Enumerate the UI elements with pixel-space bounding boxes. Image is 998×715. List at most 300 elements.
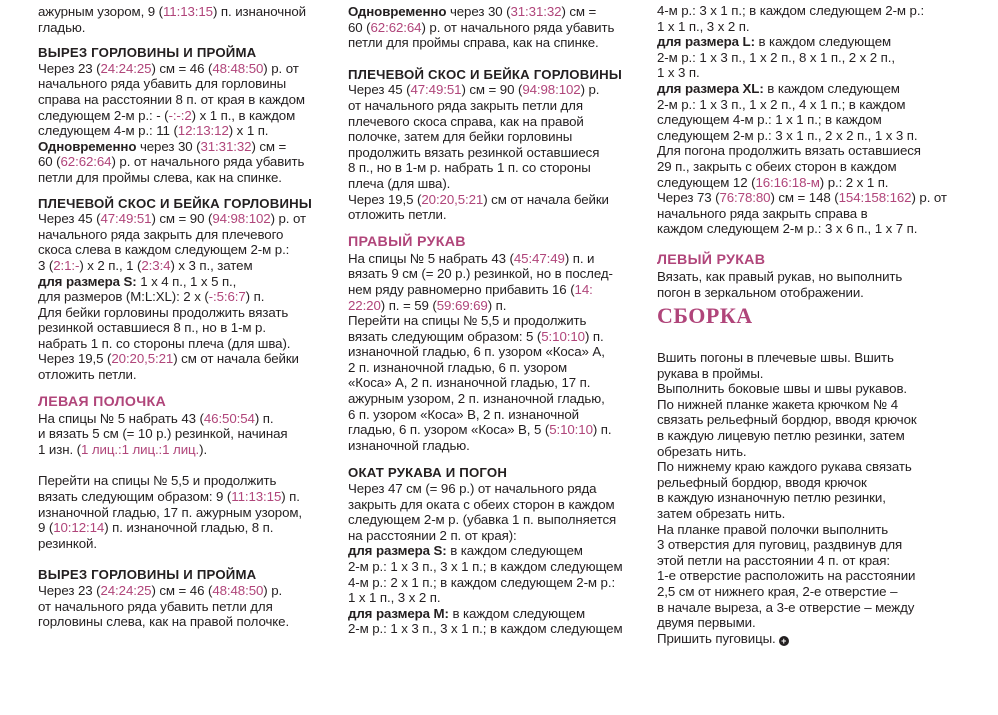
text-line [38,4,334,20]
spacer [38,383,334,395]
text-run: ) см = 148 ( [770,190,839,206]
spacer [38,457,334,473]
text-run: 60 ( [348,19,371,35]
text-run: в каждом следующем [754,34,892,50]
text-line [657,506,957,522]
size-values: 47:49:51 [100,211,152,227]
section-heading: ПЛЕЧЕВОЙ СКОС И БЕЙКА ГОРЛОВИНЫ [348,66,623,82]
section-heading: ПЛЕЧЕВОЙ СКОС И БЕЙКА ГОРЛОВИНЫ [38,195,313,211]
text-run: Через 23 ( [38,583,101,598]
text-run: 1-е отверстие расположить на расстоянии [657,568,916,584]
text-line [38,367,334,383]
text-run: следующем 4-м р.: 1 х 1 п.; в каждом [657,112,882,128]
bold-term: для размера M: [348,605,449,621]
text-run: ) см = 90 ( [151,211,213,227]
size-values: 16:16:18-м [755,174,820,190]
text-run: 60 ( [38,154,61,170]
text-run: ) х 3 п., затем [170,257,253,273]
text-run: от начального ряда закрыть петли для [348,97,583,113]
text-line [348,129,644,145]
text-run: Пришить пуговицы. [657,630,776,646]
text-run: 2-м р.: 1 х 3 п., 1 х 2 п., 8 х 1 п., 2 х 2 п., [657,49,895,65]
text-run: ажурным узором, 9 ( [38,4,163,19]
text-run: Через 45 ( [348,82,411,98]
text-run: вязать следующим образом: 5 ( [348,328,542,344]
text-line [348,497,644,513]
text-run: погон в зеркальном отображении. [657,284,864,300]
text-run: обрезать нить. [657,443,747,459]
size-values: -:5:6:7 [208,289,246,305]
text-line [657,221,957,237]
text-run: через 30 ( [446,4,511,19]
text-run: Через 19,5 ( [38,351,112,367]
size-values: 59:69:69 [436,297,488,313]
text-line [38,139,334,155]
size-values: -:-:2 [168,107,192,123]
text-run: ) п. = 59 ( [380,297,437,313]
text-line [657,350,957,366]
text-run: ) р. от [911,190,947,206]
text-run: ) р. от [270,211,306,227]
text-run: ) п. [254,410,274,426]
text-run: На спицы № 5 набрать 43 ( [38,410,204,426]
text-run: плеча (для шва). [348,175,451,191]
text-run: 2-м р.: 1 х 3 п., 3 х 1 п.; в каждом следующем [348,621,623,637]
text-line [348,559,644,575]
text-run: для размеров (M:L:XL): 2 х ( [38,289,209,305]
text-run: 6 п. узором «Коса» В, 2 п. изнаночной [348,406,580,422]
text-run: Через 73 ( [657,190,720,206]
text-run: ) х 2 п., 1 ( [79,257,142,273]
text-run: изнаночной гладью, 17 п. ажурным узором, [38,504,303,520]
text-run: в каждом следующем [446,543,583,559]
section-heading: ОКАТ РУКАВА И ПОГОН [348,465,508,481]
text-line [657,366,957,382]
text-run: связать рельефный бордюр, вводя крючок [657,412,917,428]
text-line [657,397,957,413]
text-line [657,65,957,81]
text-run: в начале выреза, а 3-е отверстие – между [657,599,915,615]
text-column-3 [657,3,957,646]
text-run: следующем 2-м р. (убавка 1 п. выполняется [348,512,617,528]
text-run: 29 п., закрыть с обеих сторон в каждом [657,158,897,174]
text-line [38,305,334,321]
size-values: 11:13:15 [231,489,282,505]
spacer [38,35,334,45]
text-line [348,282,644,298]
text-run: набрать 1 п. со стороны плеча (для шва). [38,335,291,351]
text-line [38,489,334,505]
bold-term: для размера S: [348,543,447,559]
text-run: отложить петли. [38,367,137,383]
size-values: 5:10:10 [541,328,585,344]
spacer [38,551,334,567]
text-line [657,381,957,397]
text-run: ) р. от начального ряда убавить [421,19,615,35]
text-run: в каждую лицевую петлю резинки, затем [657,428,905,444]
bold-term: Одновременно [38,138,137,154]
text-run: На спицы № 5 набрать 43 ( [348,250,514,266]
text-line [348,176,644,192]
section-heading: ВЫРЕЗ ГОРЛОВИНЫ И ПРОЙМА [38,45,257,61]
text-run: ) см = 46 ( [151,583,213,598]
text-line [348,621,644,637]
text-run: 4-м р.: 2 х 1 п.; в каждом следующем 2-м р.: [348,574,616,590]
text-line [657,285,957,301]
text-line [348,590,644,606]
text-line [348,438,644,454]
text-line [657,50,957,66]
text-run: 3 ( [38,257,54,273]
text-line [657,175,957,191]
text-run: начального ряда закрыть справа в [657,205,868,221]
text-line [38,154,334,170]
text-line [38,411,334,427]
text-run: ) см от начала бейки [483,191,609,207]
assembly-heading: СБОРКА [657,303,753,329]
text-line [657,444,957,460]
text-line [348,160,644,176]
text-line [38,76,334,92]
size-values: 48:48:50 [212,583,264,598]
text-line [657,522,957,538]
text-column-1 [38,4,334,630]
text-run: отложить петли. [348,207,447,223]
text-run: Для погона продолжить вязать оставшиеся [657,143,921,159]
text-run: этой петли на расстоянии 4 п. от края: [657,552,890,568]
text-line [38,289,334,305]
text-line [657,631,957,647]
text-run: По нижнему краю каждого рукава связать [657,459,912,475]
text-run: 2,5 см от нижнего края, 2-е отверстие – [657,584,898,599]
text-run: На планке правой полочки выполнить [657,521,889,537]
spacer [657,237,957,253]
text-run: 2-м р.: 1 х 3 п., 1 х 2 п., 4 х 1 п.; в каждом [657,96,906,112]
text-line [38,473,334,489]
text-line [38,336,334,352]
text-run: ) р. [580,82,600,98]
size-values: 22:20 [348,297,381,313]
text-line [38,242,334,258]
text-run: 4-м р.: 3 х 1 п.; в каждом следующем 2-м р.: [657,3,925,18]
size-values: 76:78:80 [719,190,771,206]
text-line [348,575,644,591]
text-run: следующем 12 ( [657,174,756,190]
text-line [38,426,334,442]
text-line [348,4,644,20]
part-heading: ЛЕВАЯ ПОЛОЧКА [38,393,166,410]
text-run: 8 п., но в 1-м р. набрать 1 п. со стороны [348,160,591,176]
text-line [348,391,644,407]
text-line [657,584,957,600]
text-run: начального ряда закрыть для плечевого [38,226,284,242]
text-line [348,266,644,282]
text-run: рукава в проймы. [657,365,764,381]
bold-term: для размера S: [38,273,137,289]
size-values: 14: [574,281,593,297]
text-run: на расстоянии 2 п. от края): [348,527,517,543]
text-run: изнаночной гладью, 6 п. узором «Коса» А, [348,344,605,360]
text-run: Для бейки горловины продолжить вязать [38,304,289,320]
size-values: 31:31:32 [200,138,252,154]
size-values: 48:48:50 [212,60,264,76]
text-run: ) п. [487,297,507,313]
part-heading: ЛЕВЫЙ РУКАВ [657,251,766,268]
text-line [38,505,334,521]
text-line [348,375,644,391]
text-run: нем ряду равномерно прибавить 16 ( [348,281,575,297]
size-values: 1 лиц.:1 лиц.:1 лиц. [80,441,200,457]
text-run: ажурным узором, 2 п. изнаночной гладью, [348,391,605,407]
text-run: горловины слева, как на правой полочке. [38,614,290,630]
text-run: Через 19,5 ( [348,191,422,207]
text-line [348,329,644,345]
text-line [657,600,957,616]
text-run: ) п. [245,289,265,305]
text-line [38,108,334,124]
text-line [657,128,957,144]
text-run: Вшить погоны в плечевые швы. Вшить [657,350,894,366]
text-run: затем обрезать нить. [657,506,786,522]
text-run: следующем 2-м р.: - ( [38,107,169,123]
text-run: Выполнить боковые швы и швы рукавов. [657,381,908,397]
text-line [348,422,644,438]
text-line [657,428,957,444]
text-line [348,512,644,528]
bold-term: для размера L: [657,34,755,50]
text-line [348,543,644,559]
text-run: изнаночной гладью. [348,437,470,453]
text-line [38,258,334,274]
text-run: 1 изн. ( [38,441,81,457]
text-run: Вязать, как правый рукав, но выполнить [657,268,903,284]
text-line [348,98,644,114]
text-run: Через 45 ( [38,211,101,227]
size-values: 154:158:162 [838,190,912,206]
text-line [348,251,644,267]
text-run: в каждом следующем [448,605,586,621]
spacer [348,453,644,465]
text-run: гладью. [38,19,86,35]
text-line [38,442,334,458]
text-run: 1 х 4 п., 1 х 5 п., [136,273,237,289]
text-line [348,360,644,376]
text-run: ) п. изнаночной [212,4,306,19]
text-line [38,599,334,615]
text-run: каждом следующем 2-м р.: 3 х 6 п., 1 х 7 п. [657,221,918,237]
text-run: Через 23 ( [38,60,101,76]
size-values: 94:98:102 [522,82,581,98]
end-mark-icon: + [779,636,789,646]
text-line [657,143,957,159]
text-run: ) р. [263,583,283,598]
text-line [348,344,644,360]
text-line [657,615,957,631]
text-run: продолжить вязать резинкой оставшиеся [348,144,600,160]
text-line [657,81,957,97]
text-line [38,536,334,552]
text-run: резинкой. [38,535,97,551]
text-run: ) р. от [263,60,299,76]
spacer [348,223,644,235]
text-line [38,61,334,77]
text-run: резинкой оставшиеся 8 п., но в 1-м р. [38,320,266,336]
text-run: ). [199,441,208,457]
text-line [657,490,957,506]
text-line [348,407,644,423]
size-values: 47:49:51 [410,82,462,98]
text-line [348,114,644,130]
text-run: ) п. [281,489,300,505]
text-run: ) х 1 п., в каждом [191,107,296,123]
spacer [657,334,957,350]
text-line [657,568,957,584]
size-values: 12:13:12 [177,123,229,139]
text-line [38,92,334,108]
text-run: рельефный бордюр, вводя крючок [657,474,867,490]
text-line [657,19,957,35]
part-heading: ПРАВЫЙ РУКАВ [348,233,466,250]
text-run: через 30 ( [136,138,201,154]
size-values: 20:20,5:21 [111,351,174,367]
text-run: ) см = [251,138,287,154]
size-values: 11:13:15 [163,4,213,19]
text-line [657,269,957,285]
spacer [38,186,334,196]
text-line [348,528,644,544]
text-run: ) п. [584,328,604,344]
text-run: в каждую изнаночную петлю резинки, [657,490,886,506]
size-values: 31:31:32 [510,4,562,19]
text-run: закрыть для оката с обеих сторон в каждом [348,496,615,512]
text-run: 2 п. изнаночной гладью, 6 п. узором [348,359,568,375]
text-line [657,97,957,113]
text-run: петли для проймы справа, как на спинке. [348,35,599,51]
text-run: 1 х 1 п., 3 х 2 п. [657,18,750,34]
text-run: скоса слева в каждом следующем 2-м р.: [38,242,290,258]
text-run: гладью, 6 п. узором «Коса» В, 5 ( [348,422,550,438]
text-run: ) п. и [564,250,595,266]
text-line [38,211,334,227]
text-run: 2-м р.: 1 х 3 п., 3 х 1 п.; в каждом следующем [348,559,623,574]
text-run: плечевого скоса справа, как на правой [348,113,584,129]
text-run: в каждом следующем [763,80,900,96]
text-run: ) п. [592,422,612,438]
text-line [38,170,334,186]
text-run: справа на расстоянии 8 п. от края в каждом [38,91,305,107]
text-run: Через 47 см (= 96 р.) от начального ряда [348,481,597,497]
text-line [657,190,957,206]
bold-term: Одновременно [348,4,447,19]
text-line [657,475,957,491]
text-line [348,35,644,51]
text-run: Перейти на спицы № 5,5 и продолжить [38,473,277,489]
text-run: и вязать 5 см (= 10 р.) резинкой, начиная [38,426,288,442]
text-line [38,20,334,36]
size-values: 62:62:64 [370,19,422,35]
text-column-2 [348,4,644,637]
text-line [657,553,957,569]
text-line [38,583,334,599]
size-values: 20:20,5:21 [421,191,484,207]
size-values: 2:1:- [53,257,80,273]
text-line [657,3,957,19]
text-run: вязать следующим образом: 9 ( [38,489,232,505]
text-run: 3 отверстия для пуговиц, раздвинув для [657,537,903,553]
text-line [657,34,957,50]
text-run: начального ряда убавить для горловины [38,76,287,92]
size-values: 46:50:54 [203,410,255,426]
text-run: «Коса» А, 2 п. изнаночной гладью, 17 п. [348,375,591,391]
text-run: следующем 2-м р.: 3 х 1 п., 2 х 2 п., 1 х 3 п. [657,127,918,143]
size-values: 45:47:49 [513,250,565,266]
size-values: 10:12:14 [53,520,105,536]
text-run: 1 х 3 п. [657,65,700,81]
text-line [348,313,644,329]
text-line [38,320,334,336]
text-run: двумя первыми. [657,615,756,631]
text-line [38,614,334,630]
text-line [38,520,334,536]
text-line [657,159,957,175]
text-line [348,298,644,314]
text-run: ) х 1 п. [228,123,269,139]
text-run: ) р. от начального ряда убавить [111,154,305,170]
bold-term: для размера XL: [657,80,764,96]
text-run: ) см = 90 ( [461,82,523,98]
text-run: 9 ( [38,520,54,536]
text-run: ) см = [561,4,597,19]
size-values: 62:62:64 [60,154,112,170]
text-run: ) см от начала бейки [173,351,299,367]
spacer [348,51,644,67]
size-values: 2:3:4 [141,257,171,273]
text-line [348,82,644,98]
section-heading: ВЫРЕЗ ГОРЛОВИНЫ И ПРОЙМА [38,567,257,583]
text-run: полочке, затем для бейки горловины [348,129,573,145]
text-line [348,20,644,36]
text-run: ) п. изнаночной гладью, 8 п. [104,520,274,536]
text-line [657,206,957,222]
text-line [348,145,644,161]
text-line [38,274,334,290]
size-values: 94:98:102 [212,211,271,227]
text-line [657,459,957,475]
text-line [657,412,957,428]
text-run: Перейти на спицы № 5,5 и продолжить [348,313,587,329]
text-line [348,481,644,497]
text-line [348,207,644,223]
text-run: петли для проймы слева, как на спинке. [38,169,282,185]
text-line [657,537,957,553]
text-run: ) см = 46 ( [151,60,213,76]
text-line [38,351,334,367]
text-line [657,112,957,128]
text-line [348,606,644,622]
text-run: 1 х 1 п., 3 х 2 п. [348,590,441,606]
text-run: следующем 4-м р.: 11 ( [38,123,178,139]
text-line [38,123,334,139]
text-line [38,227,334,243]
text-run: вязать 9 см (= 20 р.) резинкой, но в послед- [348,266,613,282]
text-run: По нижней планке жакета крючком № 4 [657,396,899,412]
size-values: 5:10:10 [549,422,593,438]
size-values: 24:24:25 [100,60,152,76]
text-run: от начального ряда убавить петли для [38,598,273,614]
text-line [348,192,644,208]
size-values: 24:24:25 [100,583,152,598]
text-run: ) р.: 2 х 1 п. [819,174,889,190]
